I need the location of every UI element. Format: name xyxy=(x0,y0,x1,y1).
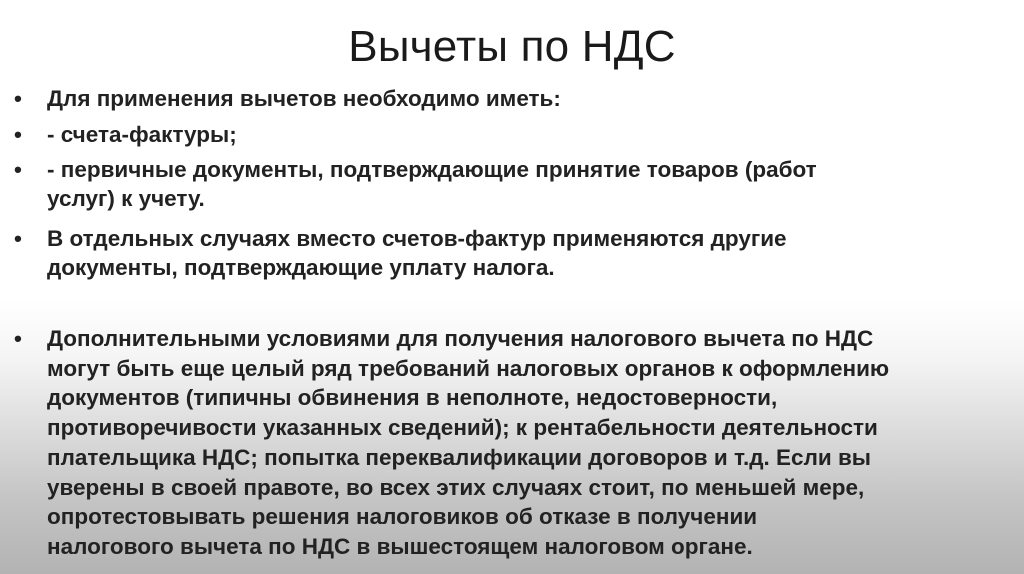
bullet-text: Для применения вычетов необходимо иметь: xyxy=(47,86,561,111)
bullet-text: - первичные документы, подтверждающие принятие товаров (работ услуг) к учету. xyxy=(47,157,817,211)
bullet-text: В отдельных случаях вместо счетов-фактур применяются другие документы, подтверждающие уплату налога. xyxy=(47,226,787,280)
bullet-icon: • xyxy=(14,226,22,251)
bullet-icon: • xyxy=(14,86,22,111)
bullet-icon: • xyxy=(14,122,22,147)
bullet-icon: • xyxy=(14,326,22,351)
slide-title: Вычеты по НДС xyxy=(348,22,676,71)
bullet-text: - счета-фактуры; xyxy=(47,122,237,147)
bullet-icon: • xyxy=(14,157,22,182)
bullet-text: Дополнительными условиями для получения налогового вычета по НДС могут быть еще целый ряд требований налоговых органов к оформлению документов (типичны обвинения в неполноте, недостоверности, противоречивости указанных сведений); к рентабельности деятельности плательщика НДС; попытка переквалификации договоров и т.д. Если вы уверены в своей правоте, во всех этих случаях стоит, по меньшей мере, опротестовывать решения налоговиков об отказе в получении налогового вычета по НДС в вышестоящем налоговом органе. xyxy=(47,326,890,559)
